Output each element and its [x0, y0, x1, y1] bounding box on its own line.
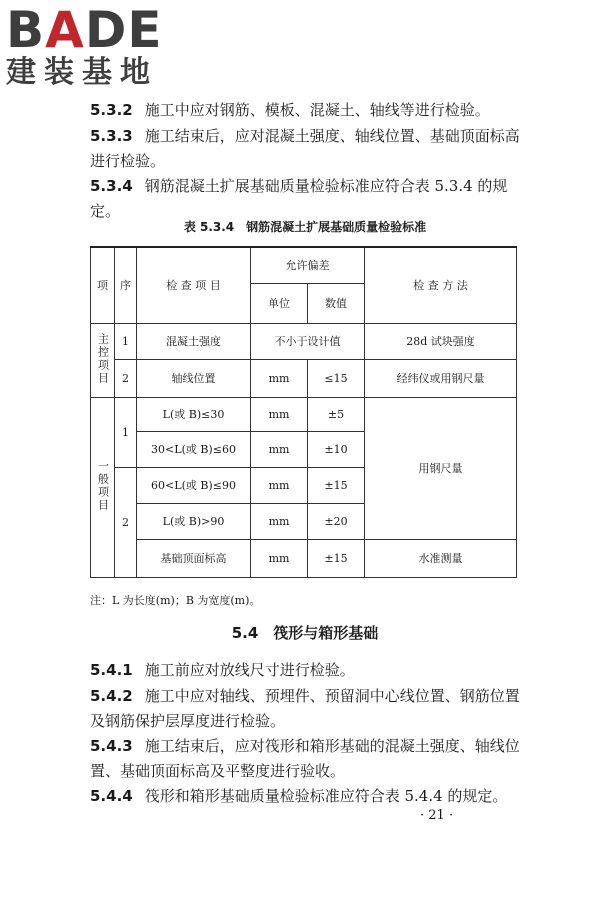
row-method: 经纬仪或用钢尺量	[365, 359, 517, 397]
row-seq: 2	[115, 359, 137, 397]
row-unit: mm	[251, 359, 308, 397]
row-value: ≤15	[308, 359, 365, 397]
row-unit: mm	[251, 539, 308, 577]
logo-subtitle: 建装基地	[6, 55, 158, 90]
row-value: ±15	[308, 467, 365, 503]
table-note: 注：L 为长度(m)；B 为宽度(m)。	[90, 594, 261, 607]
header-item-type: 项	[91, 247, 115, 323]
row-unit: mm	[251, 503, 308, 539]
table-row	[91, 359, 517, 397]
row-unit: mm	[251, 397, 308, 431]
row-item: 轴线位置	[137, 359, 251, 397]
table-title: 表 5.3.4 钢筋混凝土扩展基础质量检验标准	[183, 220, 427, 234]
header-method: 检 查 方 法	[365, 247, 517, 323]
row-item: L(或 B)>90	[137, 503, 251, 539]
row-method: 28d 试块强度	[365, 323, 517, 359]
row-value: ±15	[308, 539, 365, 577]
row-item: 60<L(或 B)≤90	[137, 467, 251, 503]
row-value: ±10	[308, 431, 365, 467]
row-tolerance: 不小于设计值	[251, 323, 365, 359]
row-seq: 1	[115, 323, 137, 359]
quality-standard-table	[90, 246, 517, 578]
row-unit: mm	[251, 467, 308, 503]
clause-5-4-2: 5.4.2 施工中应对轴线、预埋件、预留洞中心线位置、钢筋位置及钢筋保护层厚度进行检验。	[90, 687, 520, 730]
clause-5-3-3: 5.3.3 施工结束后，应对混凝土强度、轴线位置、基础顶面标高进行检验。	[90, 127, 520, 170]
section-title: 5.4 筏形与箱形基础	[231, 624, 379, 642]
row-value: ±20	[308, 503, 365, 539]
brand-logo	[6, 1, 176, 90]
header-check-item: 检 查 项 目	[137, 247, 251, 323]
row-item: 30<L(或 B)≤60	[137, 431, 251, 467]
clause-5-4-1: 5.4.1 施工前应对放线尺寸进行检验。	[90, 661, 355, 679]
header-unit: 单位	[251, 283, 308, 323]
header-tolerance: 允许偏差	[251, 247, 365, 283]
page-number: · 21 ·	[420, 808, 454, 823]
row-method: 水准测量	[365, 539, 517, 577]
logo-wordmark: BADE	[6, 1, 163, 59]
row-item: L(或 B)≤30	[137, 397, 251, 431]
group-main: 主控项目	[91, 323, 115, 397]
group-general: 一般项目	[91, 397, 115, 577]
row-item: 基础顶面标高	[137, 539, 251, 577]
clause-5-4-3: 5.4.3 施工结束后，应对筏形和箱形基础的混凝土强度、轴线位置、基础顶面标高及平整度进行验收。	[90, 737, 520, 780]
table-row	[91, 539, 517, 577]
clause-5-3-4: 5.3.4 钢筋混凝土扩展基础质量检验标准应符合表 5.3.4 的规定。	[90, 177, 508, 220]
row-method: 用钢尺量	[365, 397, 517, 539]
row-value: ±5	[308, 397, 365, 431]
table-row	[91, 397, 517, 431]
header-value: 数值	[308, 283, 365, 323]
header-seq: 序	[115, 247, 137, 323]
table-row	[91, 323, 517, 359]
row-seq: 2	[115, 467, 137, 577]
clause-5-4-4: 5.4.4 筏形和箱形基础质量检验标准应符合表 5.4.4 的规定。	[90, 787, 508, 805]
row-item: 混凝土强度	[137, 323, 251, 359]
row-seq: 1	[115, 397, 137, 467]
clause-5-3-2: 5.3.2 施工中应对钢筋、模板、混凝土、轴线等进行检验。	[90, 101, 490, 119]
row-unit: mm	[251, 431, 308, 467]
